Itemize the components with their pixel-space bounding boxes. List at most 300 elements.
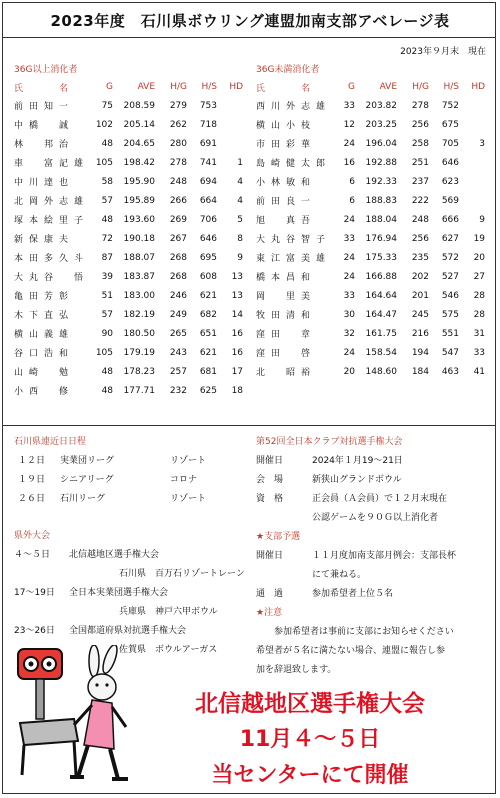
player-name: 橋本昌和 [256, 273, 317, 283]
event-date: ４～５日 [14, 550, 51, 560]
handicap: 4 [237, 176, 244, 187]
player-name: 小林敏和 [256, 178, 317, 188]
player-name: 中橋 誠 [14, 121, 75, 131]
outside-section [14, 527, 249, 660]
high-series: 627 [441, 233, 460, 244]
player-name: 西川外志雄 [256, 102, 332, 112]
schedule-day: ２６日 [18, 494, 46, 504]
average: 196.04 [365, 138, 398, 149]
table-row [14, 153, 243, 172]
table-row [256, 134, 485, 153]
high-series: 546 [441, 290, 460, 301]
note-text: 加を辞退致します。 [256, 665, 337, 675]
high-series: 675 [441, 119, 460, 130]
note-text: 参加希望者は事前に支部にお知らせください [274, 627, 454, 637]
average: 166.88 [365, 271, 398, 282]
high-series: 623 [441, 176, 460, 187]
high-series: 621 [199, 347, 218, 358]
high-series: 682 [199, 309, 218, 320]
handicap: 9 [479, 214, 486, 225]
table-row [14, 96, 243, 115]
schedule-venue: リゾート [170, 456, 207, 466]
handicap: 5 [237, 214, 244, 225]
average: 195.90 [123, 176, 156, 187]
table-row [14, 381, 243, 400]
header-g: G [348, 82, 356, 92]
games: 57 [101, 309, 114, 320]
player-name: 窪田 章 [256, 330, 317, 340]
event-place: 石川県 百万石リゾートレーン [119, 569, 245, 579]
player-name: 東江富美雄 [256, 254, 332, 264]
player-name: 新保康夫 [14, 235, 75, 245]
header-name: 氏 名 [14, 83, 75, 94]
games: 102 [95, 119, 114, 130]
games: 30 [343, 309, 356, 320]
high-series: 572 [441, 252, 460, 263]
average: 161.75 [365, 328, 398, 339]
banner-event-name: 北信越地区選手権大会 [195, 691, 425, 717]
header-hg: H/G [412, 82, 430, 92]
high-series: 551 [441, 328, 460, 339]
info-row [256, 585, 496, 604]
table-row [14, 172, 243, 191]
table-row [14, 248, 243, 267]
info-row [256, 566, 496, 585]
average: 178.23 [123, 366, 156, 377]
info-row [256, 547, 496, 566]
player-name: 島崎健太郎 [256, 159, 332, 169]
table-row [14, 305, 243, 324]
high-game: 222 [411, 195, 430, 206]
average: 188.07 [123, 252, 156, 263]
high-series: 691 [199, 138, 218, 149]
left-average-table [14, 78, 243, 400]
high-game: 280 [169, 138, 188, 149]
high-series: 681 [199, 366, 218, 377]
games: 24 [343, 138, 356, 149]
high-series: 547 [441, 347, 460, 358]
table-row [14, 134, 243, 153]
note-line [256, 642, 496, 661]
high-game: 245 [411, 309, 430, 320]
player-name: 林 邦治 [14, 140, 75, 150]
handicap [459, 96, 485, 115]
table-row [256, 172, 485, 191]
handicap: 3 [479, 138, 486, 149]
games: 16 [343, 157, 356, 168]
average: 208.59 [123, 100, 156, 111]
games: 12 [343, 119, 356, 130]
table-row [14, 343, 243, 362]
event-place: 兵庫県 神戸六甲ボウル [119, 607, 218, 617]
handicap: 17 [231, 366, 244, 377]
table-row [14, 210, 243, 229]
handicap: 20 [473, 252, 486, 263]
banner-event-date: 11月４～５日 [239, 727, 381, 752]
high-game: 267 [169, 233, 188, 244]
games: 24 [343, 252, 356, 263]
games: 58 [101, 176, 114, 187]
handicap [459, 115, 485, 134]
average: 183.00 [123, 290, 156, 301]
handicap [217, 115, 243, 134]
handicap: 28 [473, 309, 486, 320]
banner-venue: 当センターにて開催 [211, 763, 409, 788]
schedule-item [18, 490, 244, 509]
average: 176.94 [365, 233, 398, 244]
average: 183.87 [123, 271, 156, 282]
high-series: 646 [199, 233, 218, 244]
average: 203.25 [365, 119, 398, 130]
outside-event [14, 622, 249, 641]
outside-event [14, 546, 249, 565]
high-series: 625 [199, 385, 218, 396]
average: 158.54 [365, 347, 398, 358]
header-ave: AVE [137, 82, 156, 92]
table-row [256, 305, 485, 324]
info-label: 会 場 [256, 475, 284, 485]
outside-heading: 県外大会 [14, 531, 51, 541]
club-heading: 第52回全日本クラブ対抗選手権大会 [256, 437, 403, 447]
average: 203.82 [365, 100, 398, 111]
high-series: 706 [199, 214, 218, 225]
average: 205.14 [123, 119, 156, 130]
games: 32 [343, 328, 356, 339]
note-heading: ★注意 [256, 608, 283, 618]
player-name: 山崎 勉 [14, 368, 75, 378]
event-place: 佐賀県 ボウルアーガス [119, 645, 218, 655]
table-row [256, 248, 485, 267]
handicap: 1 [237, 157, 244, 168]
table-row [14, 191, 243, 210]
high-series: 569 [441, 195, 460, 206]
average: 193.60 [123, 214, 156, 225]
games: 33 [343, 233, 356, 244]
games: 48 [101, 214, 114, 225]
header-g: G [106, 82, 114, 92]
table-row [14, 267, 243, 286]
average: 182.19 [123, 309, 156, 320]
table-row [256, 267, 485, 286]
table-row [14, 115, 243, 134]
high-series: 752 [441, 100, 460, 111]
table-row [256, 96, 485, 115]
games: 6 [349, 195, 356, 206]
table-row [256, 210, 485, 229]
player-name: 旭 真吾 [256, 216, 317, 226]
handicap: 8 [237, 233, 244, 244]
info-value: 正会員（Ａ会員）で１２月末現在 [312, 494, 448, 504]
event-date: 23～26日 [14, 626, 55, 636]
schedule-day: １９日 [18, 475, 46, 485]
games: 20 [343, 366, 356, 377]
info-row [256, 452, 496, 471]
player-name: 市田彩華 [256, 140, 317, 150]
games: 24 [343, 271, 356, 282]
outside-event-place [14, 603, 249, 622]
note-text: 希望者が５名に満たない場合、連盟に報告し参 [256, 646, 446, 656]
schedule-venue: コロナ [170, 475, 198, 485]
player-name: 横山義雄 [14, 330, 75, 340]
info-value: 2024年１月19～21日 [312, 456, 403, 466]
average: 175.33 [365, 252, 398, 263]
table-row [14, 229, 243, 248]
handicap: 31 [473, 328, 486, 339]
table-row [14, 362, 243, 381]
table-row [256, 191, 485, 210]
high-series: 608 [199, 271, 218, 282]
average: 188.83 [365, 195, 398, 206]
high-game: 249 [169, 309, 188, 320]
average: 192.33 [365, 176, 398, 187]
table-row [14, 324, 243, 343]
high-game: 248 [411, 214, 430, 225]
event-name: 全国都道府県対抗選手権大会 [69, 626, 187, 636]
as-of-date: 2023年９月末 現在 [400, 47, 486, 57]
games: 57 [101, 195, 114, 206]
player-name: 谷口浩和 [14, 349, 75, 359]
high-game: 257 [169, 366, 188, 377]
high-game: 268 [169, 252, 188, 263]
high-game: 256 [411, 233, 430, 244]
header-hs: H/S [201, 82, 218, 92]
high-game: 278 [169, 157, 188, 168]
handicap [459, 172, 485, 191]
club-section [256, 433, 496, 680]
high-series: 527 [441, 271, 460, 282]
high-game: 232 [169, 385, 188, 396]
handicap: 19 [473, 233, 486, 244]
high-game: 268 [169, 271, 188, 282]
handicap: 41 [473, 366, 486, 377]
middle-divider [3, 425, 496, 426]
high-series: 694 [199, 176, 218, 187]
handicap: 4 [237, 195, 244, 206]
schedule-item [18, 452, 244, 471]
games: 24 [343, 214, 356, 225]
high-game: 243 [169, 347, 188, 358]
left-table-heading: 36G以上消化者 [14, 65, 78, 75]
table-row [256, 324, 485, 343]
right-table-header-row [256, 78, 485, 96]
games: 51 [101, 290, 114, 301]
high-game: 262 [169, 119, 188, 130]
event-name: 北信越地区選手権大会 [69, 550, 160, 560]
handicap: 14 [231, 309, 244, 320]
average: 177.71 [123, 385, 156, 396]
high-game: 201 [411, 290, 430, 301]
header-hs: H/S [443, 82, 460, 92]
games: 48 [101, 138, 114, 149]
player-name: 岡 里美 [256, 292, 317, 302]
event-name: 全日本実業団選手権大会 [69, 588, 169, 598]
games: 39 [101, 271, 114, 282]
high-series: 664 [199, 195, 218, 206]
games: 72 [101, 233, 114, 244]
high-game: 235 [411, 252, 430, 263]
games: 33 [343, 100, 356, 111]
player-name: 亀田芳彰 [14, 292, 75, 302]
high-series: 753 [199, 100, 218, 111]
player-name: 木下直弘 [14, 311, 75, 321]
info-value: １１月度加南支部月例会：支部長杯 [312, 551, 457, 561]
games: 48 [101, 366, 114, 377]
high-series: 705 [441, 138, 460, 149]
handicap [217, 96, 243, 115]
average: 204.65 [123, 138, 156, 149]
player-name: 窪田 啓 [256, 349, 317, 359]
info-value: 公認ゲームを９０Ｇ以上消化者 [312, 513, 439, 523]
player-name: 小西 修 [14, 387, 75, 397]
schedule-event: 石川リーグ [60, 494, 106, 504]
table-row [256, 362, 485, 381]
high-game: 258 [411, 138, 430, 149]
handicap: 18 [231, 385, 244, 396]
high-game: 256 [411, 119, 430, 130]
high-series: 621 [199, 290, 218, 301]
games: 48 [101, 385, 114, 396]
qualifier-heading: ★支部予選 [256, 532, 301, 542]
info-label: 通 過 [256, 589, 284, 599]
table-row [256, 153, 485, 172]
high-game: 237 [411, 176, 430, 187]
average: 188.04 [365, 214, 398, 225]
table-row [256, 115, 485, 134]
handicap: 9 [237, 252, 244, 263]
games: 6 [349, 176, 356, 187]
table-row [256, 229, 485, 248]
table-row [256, 286, 485, 305]
high-game: 278 [411, 100, 430, 111]
high-series: 718 [199, 119, 218, 130]
header-hg: H/G [170, 82, 188, 92]
outside-event [14, 584, 249, 603]
handicap: 33 [473, 347, 486, 358]
header-ave: AVE [379, 82, 398, 92]
games: 75 [101, 100, 114, 111]
schedule-venue: リゾート [170, 494, 207, 504]
note-line [256, 623, 496, 642]
high-game: 246 [169, 290, 188, 301]
games: 105 [95, 347, 114, 358]
high-game: 202 [411, 271, 430, 282]
high-game: 194 [411, 347, 430, 358]
page-title: 2023年度 石川県ボウリング連盟加南支部アベレージ表 [50, 12, 450, 30]
table-row [256, 343, 485, 362]
average: 192.88 [365, 157, 398, 168]
high-series: 575 [441, 309, 460, 320]
schedule-heading: 石川県連近日日程 [14, 437, 87, 447]
average: 195.89 [123, 195, 156, 206]
high-series: 666 [441, 214, 460, 225]
high-game: 265 [169, 328, 188, 339]
table-row [14, 286, 243, 305]
high-game: 184 [411, 366, 430, 377]
games: 87 [101, 252, 114, 263]
games: 33 [343, 290, 356, 301]
player-name: 車 富記雄 [14, 159, 90, 169]
games: 105 [95, 157, 114, 168]
schedule-event: シニアリーグ [60, 475, 114, 485]
player-name: 横山小枝 [256, 121, 317, 131]
info-value: 新狭山グランドボウル [312, 475, 402, 485]
right-average-table [256, 78, 485, 381]
player-name: 前田良一 [256, 197, 317, 207]
player-name: 中川達也 [14, 178, 75, 188]
high-series: 741 [199, 157, 218, 168]
player-name: 本田多久斗 [14, 254, 90, 264]
average: 164.64 [365, 290, 398, 301]
high-series: 695 [199, 252, 218, 263]
handicap: 13 [231, 271, 244, 282]
info-row [256, 490, 496, 509]
title-divider [3, 37, 496, 38]
info-label: 資 格 [256, 494, 284, 504]
info-value: 参加希望者上位５名 [312, 589, 394, 599]
average: 190.18 [123, 233, 156, 244]
handicap: 16 [231, 328, 244, 339]
handicap: 13 [231, 290, 244, 301]
average: 148.60 [365, 366, 398, 377]
right-table-heading: 36G未満消化者 [256, 65, 320, 75]
rabbit-mascot-illustration [14, 645, 134, 785]
handicap: 16 [231, 347, 244, 358]
games: 24 [343, 347, 356, 358]
high-game: 251 [411, 157, 430, 168]
handicap [459, 191, 485, 210]
event-date: 17～19日 [14, 588, 55, 598]
header-hd: HD [471, 82, 486, 92]
high-game: 266 [169, 195, 188, 206]
high-game: 216 [411, 328, 430, 339]
schedule-event: 実業団リーグ [60, 456, 115, 466]
handicap [217, 134, 243, 153]
note-line [256, 661, 496, 680]
high-series: 646 [441, 157, 460, 168]
high-series: 463 [441, 366, 460, 377]
player-name: 北岡外志雄 [14, 197, 90, 207]
handicap [459, 153, 485, 172]
info-row [256, 509, 496, 528]
games: 90 [101, 328, 114, 339]
average: 180.50 [123, 328, 156, 339]
high-series: 651 [199, 328, 218, 339]
player-name: 大丸谷 悟 [14, 273, 90, 283]
info-value: にて兼ねる。 [312, 570, 367, 580]
player-name: 牧田清和 [256, 311, 317, 321]
header-name: 氏 名 [256, 83, 317, 94]
average: 164.47 [365, 309, 398, 320]
outside-event-place [14, 565, 249, 584]
average: 179.19 [123, 347, 156, 358]
schedule-section [14, 433, 244, 509]
info-row [256, 471, 496, 490]
high-game: 279 [169, 100, 188, 111]
info-label: 開催日 [256, 551, 284, 561]
info-label: 開催日 [256, 456, 284, 466]
handicap: 27 [473, 271, 486, 282]
header-hd: HD [229, 82, 244, 92]
player-name: 塚本絵里子 [14, 216, 90, 226]
player-name: 北 昭裕 [256, 368, 317, 378]
high-game: 248 [169, 176, 188, 187]
player-name: 前田知一 [14, 102, 75, 112]
player-name: 大丸谷智子 [256, 235, 332, 245]
schedule-item [18, 471, 244, 490]
average: 198.42 [123, 157, 156, 168]
left-table-header-row [14, 78, 243, 96]
schedule-day: １２日 [18, 456, 46, 466]
